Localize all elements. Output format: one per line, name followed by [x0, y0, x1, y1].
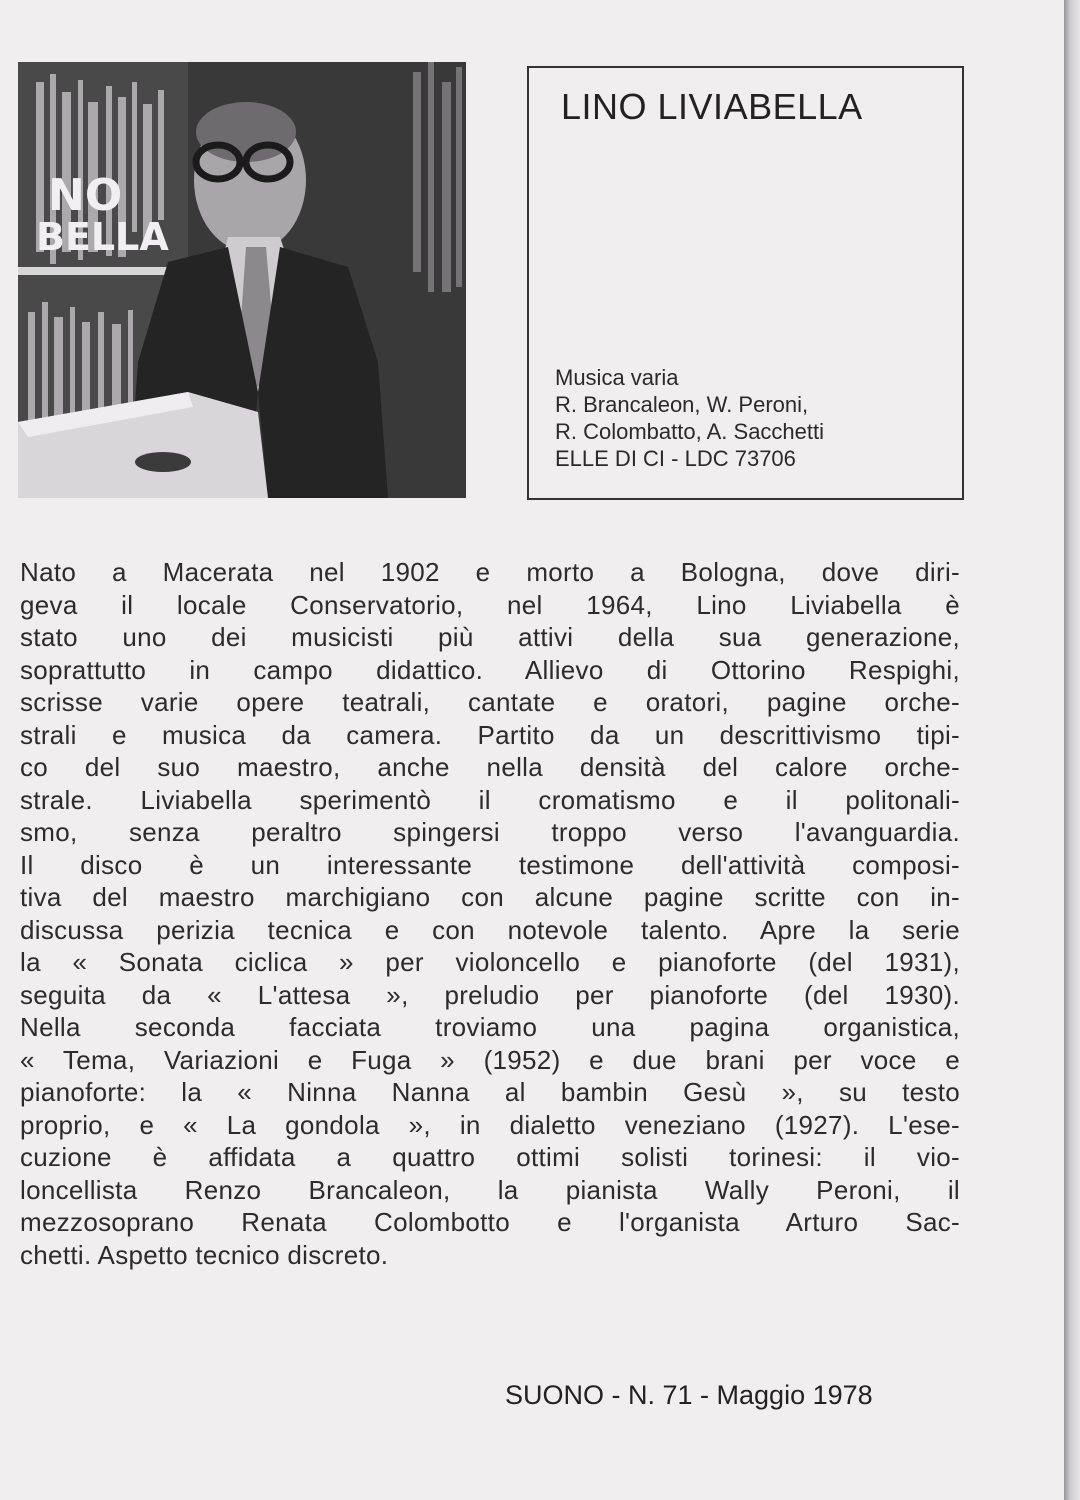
review-line: stato uno dei musicisti più attivi della sua generazione,	[20, 622, 960, 652]
review-line: geva il locale Conservatorio, nel 1964, Lino Liviabella è	[20, 589, 960, 620]
review-line: la « Sonata ciclica » per violoncello e pianoforte (del 1931),	[20, 947, 960, 977]
photo-caption-fragment-1: NO	[48, 170, 123, 221]
review-line: mezzosoprano Renata Colombotto e l'organista Arturo Sac-	[20, 1207, 960, 1237]
review-line: discussa perizia tecnica e con notevole talento. Apre la serie	[20, 914, 960, 945]
review-line: chetti. Aspetto tecnico discreto.	[20, 1239, 389, 1270]
review-line: seguita da « L'attesa », preludio per pianoforte (del 1930).	[20, 979, 960, 1010]
record-details	[555, 364, 824, 472]
review-line: tiva del maestro marchigiano con alcune pagine scritte con in-	[20, 882, 960, 912]
review-line: co del suo maestro, anche nella densità del calore orche-	[20, 752, 960, 782]
review-line: scrisse varie opere teatrali, cantate e oratori, pagine orche-	[20, 687, 960, 717]
review-line: loncellista Renzo Brancaleon, la pianista Wally Peroni, il	[20, 1174, 960, 1205]
page-edge	[1064, 0, 1080, 1500]
record-detail-line: ELLE DI CI - LDC 73706	[555, 446, 796, 471]
review-line: pianoforte: la « Ninna Nanna al bambin Gesù », su testo	[20, 1077, 960, 1107]
record-info-box	[527, 66, 964, 500]
record-detail-line: R. Brancaleon, W. Peroni,	[555, 392, 809, 417]
record-detail-line: Musica varia	[555, 365, 679, 390]
photo-caption-fragment-2: BELLA	[36, 215, 169, 259]
composer-photo-image	[18, 62, 466, 498]
review-line: Nato a Macerata nel 1902 e morto a Bologna, dove diri-	[20, 557, 960, 587]
review-line: strali e musica da camera. Partito da un descrittivismo tipi-	[20, 719, 960, 750]
review-line: Il disco è un interessante testimone dell'attività composi-	[20, 849, 960, 880]
review-line: soprattutto in campo didattico. Allievo di Ottorino Respighi,	[20, 654, 960, 685]
composer-photo	[18, 62, 466, 498]
record-detail-line: R. Colombatto, A. Sacchetti	[555, 419, 825, 444]
composer-title: LINO LIVIABELLA	[561, 86, 863, 127]
review-line: smo, senza peraltro spingersi troppo verso l'avanguardia.	[20, 817, 960, 847]
review-line: « Tema, Variazioni e Fuga » (1952) e due brani per voce e	[20, 1044, 960, 1075]
review-line: cuzione è affidata a quattro ottimi solisti torinesi: il vio-	[20, 1142, 960, 1172]
review-text	[20, 556, 960, 1271]
review-line: strale. Liviabella sperimentò il cromatismo e il politonali-	[20, 784, 960, 815]
publication-footer: SUONO - N. 71 - Maggio 1978	[505, 1380, 873, 1410]
review-line: Nella seconda facciata troviamo una pagina organistica,	[20, 1012, 960, 1042]
review-line: proprio, e « La gondola », in dialetto veneziano (1927). L'ese-	[20, 1109, 960, 1140]
